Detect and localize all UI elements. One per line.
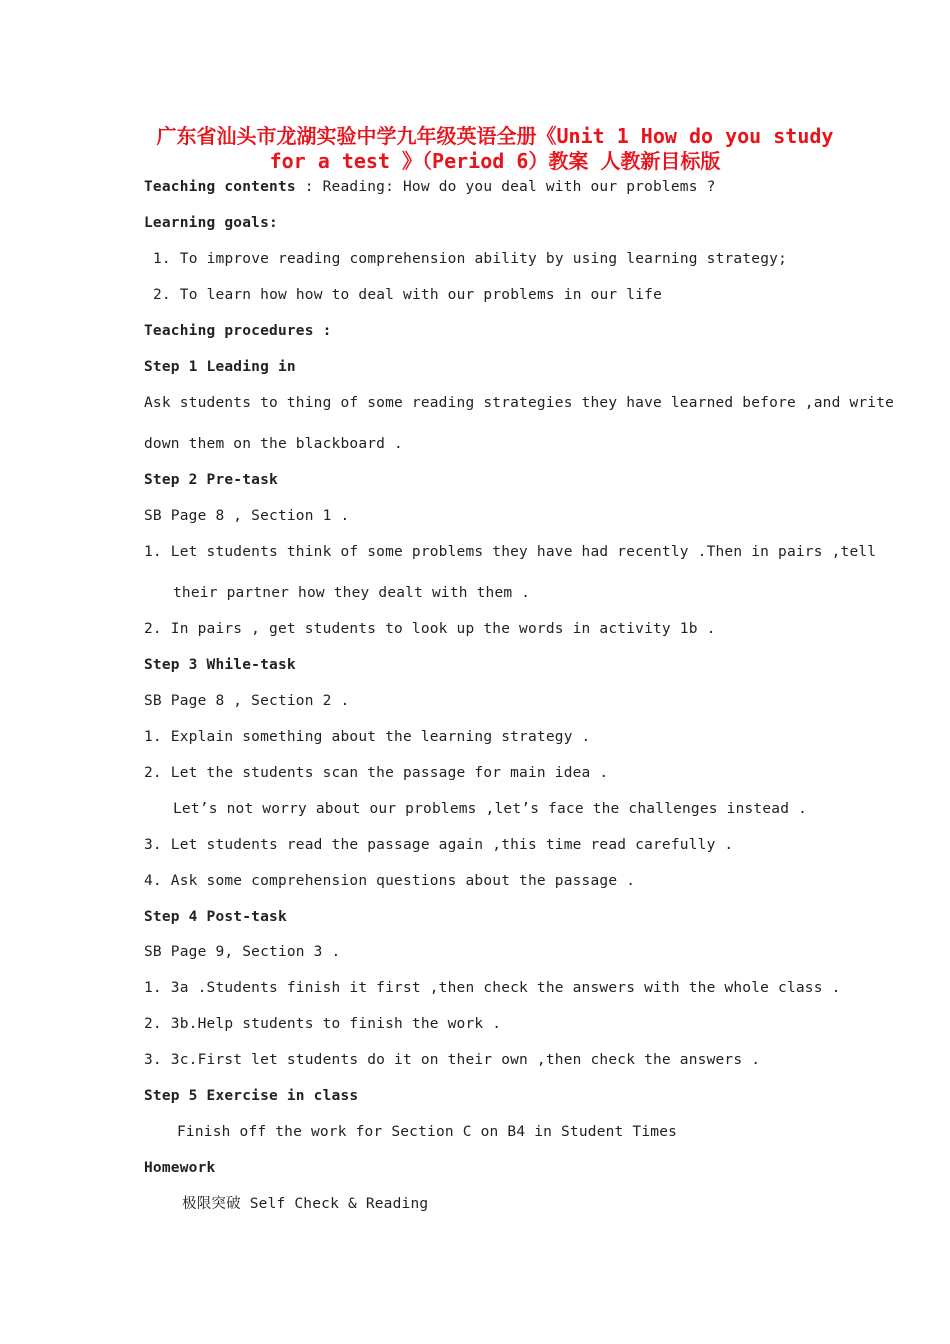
- homework-text: 极限突破 Self Check & Reading: [182, 1196, 429, 1212]
- step-4-reference: SB Page 9, Section 3 .: [144, 944, 341, 960]
- teaching-contents-label: Teaching contents: [144, 179, 296, 195]
- learning-goal-item: 2. To learn how how to deal with our problems in our life: [153, 287, 662, 303]
- step-1-text: Ask students to thing of some reading strategies they have learned before ,and write: [144, 395, 895, 411]
- step-2-reference: SB Page 8 , Section 1 .: [144, 508, 350, 524]
- step-3-main-idea: Let’s not worry about our problems ,let’s face the challenges instead .: [173, 801, 808, 817]
- step-4-item: 2. 3b.Help students to finish the work .: [144, 1016, 502, 1032]
- step-2-heading: Step 2 Pre-task: [144, 472, 278, 488]
- step-3-item: 1. Explain something about the learning strategy .: [144, 729, 591, 745]
- step-2-item-continued: their partner how they dealt with them .: [173, 585, 531, 601]
- step-3-reference: SB Page 8 , Section 2 .: [144, 693, 350, 709]
- step-3-item: 4. Ask some comprehension questions about the passage .: [144, 873, 636, 889]
- step-4-heading: Step 4 Post-task: [144, 909, 287, 925]
- step-4-item: 1. 3a .Students finish it first ,then check the answers with the whole class .: [144, 980, 841, 996]
- step-1-text: down them on the blackboard .: [144, 436, 403, 452]
- teaching-contents-text: : Reading: How do you deal with our problems ?: [295, 179, 716, 195]
- teaching-procedures-heading: Teaching procedures :: [144, 323, 332, 339]
- step-2-item: 2. In pairs , get students to look up the words in activity 1b .: [144, 621, 716, 637]
- step-2-item: 1. Let students think of some problems they have had recently .Then in pairs ,tell: [144, 544, 877, 560]
- step-4-item: 3. 3c.First let students do it on their own ,then check the answers .: [144, 1052, 761, 1068]
- learning-goals-heading: Learning goals:: [144, 215, 278, 231]
- step-1-heading: Step 1 Leading in: [144, 359, 296, 375]
- step-3-item: 3. Let students read the passage again ,this time read carefully .: [144, 837, 734, 853]
- step-3-heading: Step 3 While-task: [144, 657, 296, 673]
- step-3-item: 2. Let the students scan the passage for main idea .: [144, 765, 609, 781]
- step-5-heading: Step 5 Exercise in class: [144, 1088, 359, 1104]
- document-title: 广东省汕头市龙湖实验中学九年级英语全册《Unit 1 How do you study for a test 》（Period 6）教案 人教新目标版: [156, 124, 834, 173]
- learning-goal-item: 1. To improve reading comprehension ability by using learning strategy;: [153, 251, 788, 267]
- teaching-contents-line: [144, 177, 716, 197]
- homework-heading: Homework: [144, 1160, 216, 1176]
- step-5-text: Finish off the work for Section C on B4 in Student Times: [177, 1124, 678, 1140]
